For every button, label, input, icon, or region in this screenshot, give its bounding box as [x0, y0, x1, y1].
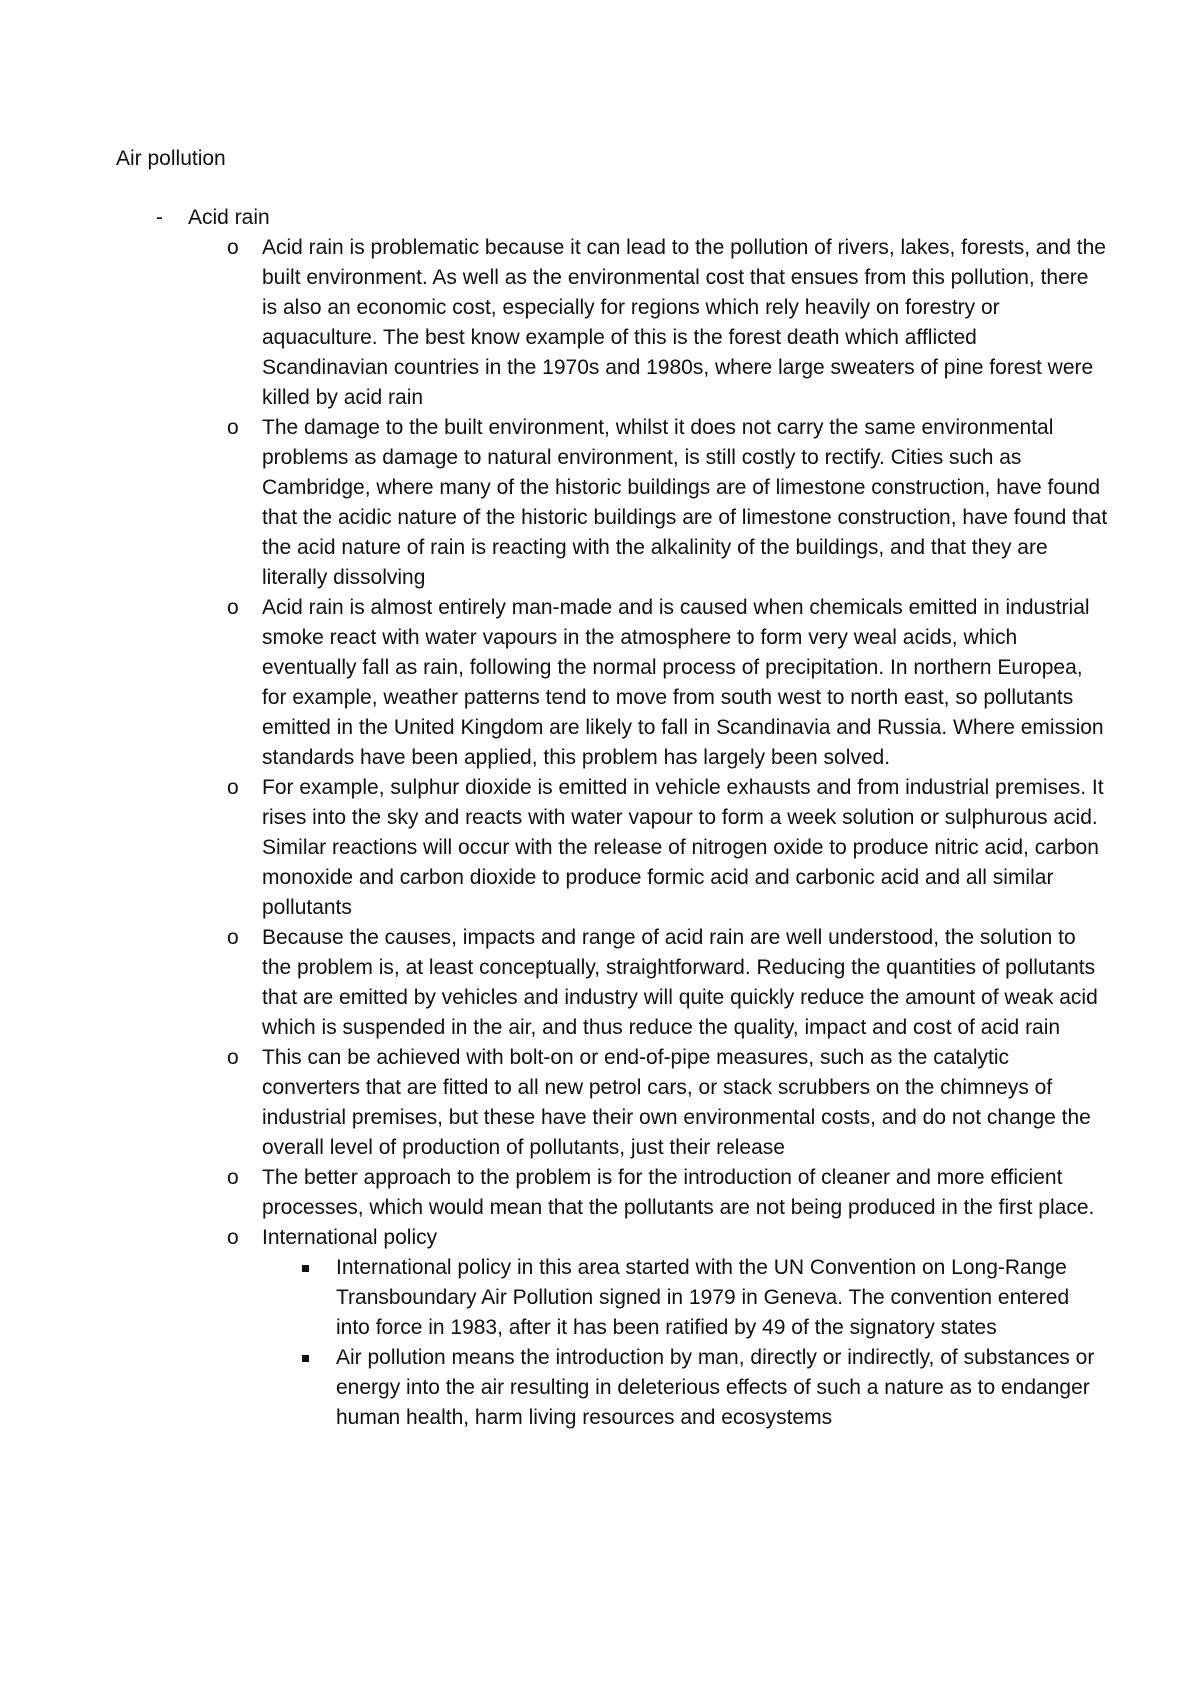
section-acid-rain: [0, 203, 1200, 1433]
item-text: The better approach to the problem is for the introduction of cleaner and more efficient processes, which would mean that the pollutants are not being produced in the first place.: [262, 1166, 1095, 1219]
square-bullet-icon: [302, 1265, 309, 1272]
list-item: [0, 593, 1108, 773]
circle-bullet-icon: o: [227, 1226, 239, 1249]
item-text: Because the causes, impacts and range of acid rain are well understood, the solution to the problem is, at least conceptually, straightforward. Reducing the quantities of pollutants that are emitted by vehicles and industry will quite quickly reduce the amount of weak acid which is suspended in the air, and thus reduce the quality, impact and cost of acid rain: [262, 926, 1098, 1039]
list-item: [0, 923, 1108, 1043]
document-title: Air pollution: [116, 147, 226, 170]
square-bullet-icon: [302, 1355, 309, 1362]
circle-bullet-icon: o: [227, 1166, 239, 1189]
item-text: The damage to the built environment, whilst it does not carry the same environmental problems as damage to natural environment, is still costly to rectify. Cities such as Cambridge, where many of the historic buildings are of limestone construction, have found that the acidic nature of the historic buildings are of limestone construction, have found that the acid nature of rain is reacting with the alkalinity of the buildings, and that they are literally dissolving: [262, 416, 1108, 589]
list-item: [0, 1163, 1108, 1223]
item-text: For example, sulphur dioxide is emitted in vehicle exhausts and from industrial premises. It rises into the sky and reacts with water vapour to form a week solution or sulphurous acid. Similar reactions will occur with the release of nitrogen oxide to produce nitric acid, carbon monoxide and carbon dioxide to produce formic acid and carbonic acid and all similar pollutants: [262, 776, 1104, 919]
item-text: This can be achieved with bolt-on or end-of-pipe measures, such as the catalytic converters that are fitted to all new petrol cars, or stack scrubbers on the chimneys of industrial premises, but these have their own environmental costs, and do not change the overall level of production of pollutants, just their release: [262, 1046, 1091, 1159]
circle-bullet-icon: o: [227, 926, 239, 949]
subitem-text: International policy in this area started with the UN Convention on Long-Range Transboundary Air Pollution signed in 1979 in Geneva. The convention entered into force in 1983, after it has been ratified by 49 of the signatory states: [336, 1256, 1070, 1339]
dash-bullet: -: [156, 206, 163, 229]
list-item: [0, 413, 1108, 593]
circle-bullet-icon: o: [227, 416, 239, 439]
subitem-text: Air pollution means the introduction by man, directly or indirectly, of substances or energy into the air resulting in deleterious effects of such a nature as to endanger human health, harm living resources and ecosystems: [336, 1346, 1095, 1429]
acid-rain-list: [0, 233, 1200, 1433]
circle-bullet-icon: o: [227, 236, 239, 259]
item-text: Acid rain is problematic because it can lead to the pollution of rivers, lakes, forests, and the built environment. As well as the environmental cost that ensues from this pollution, there is also an economic cost, especially for regions which rely heavily on forestry or aquaculture. The best know example of this is the forest death which afflicted Scandinavian countries in the 1970s and 1980s, where large sweaters of pine forest were killed by acid rain: [262, 236, 1106, 409]
sub-list-item: [0, 1343, 1108, 1433]
section-label: Acid rain: [188, 206, 270, 229]
list-item: [0, 233, 1108, 413]
item-text: International policy: [262, 1226, 438, 1249]
section-heading: [0, 203, 1200, 233]
sub-list-item: [0, 1253, 1108, 1343]
circle-bullet-icon: o: [227, 596, 239, 619]
international-policy-sublist: [262, 1253, 1108, 1433]
circle-bullet-icon: o: [227, 776, 239, 799]
list-item: [0, 1043, 1108, 1163]
list-item-international-policy: [0, 1223, 1108, 1433]
circle-bullet-icon: o: [227, 1046, 239, 1069]
item-text: Acid rain is almost entirely man-made and is caused when chemicals emitted in industrial smoke react with water vapours in the atmosphere to form very weal acids, which eventually fall as rain, following the normal process of precipitation. In northern Europea, for example, weather patterns tend to move from south west to north east, so pollutants emitted in the United Kingdom are likely to fall in Scandinavia and Russia. Where emission standards have been applied, this problem has largely been solved.: [262, 596, 1104, 769]
list-item: [0, 773, 1108, 923]
